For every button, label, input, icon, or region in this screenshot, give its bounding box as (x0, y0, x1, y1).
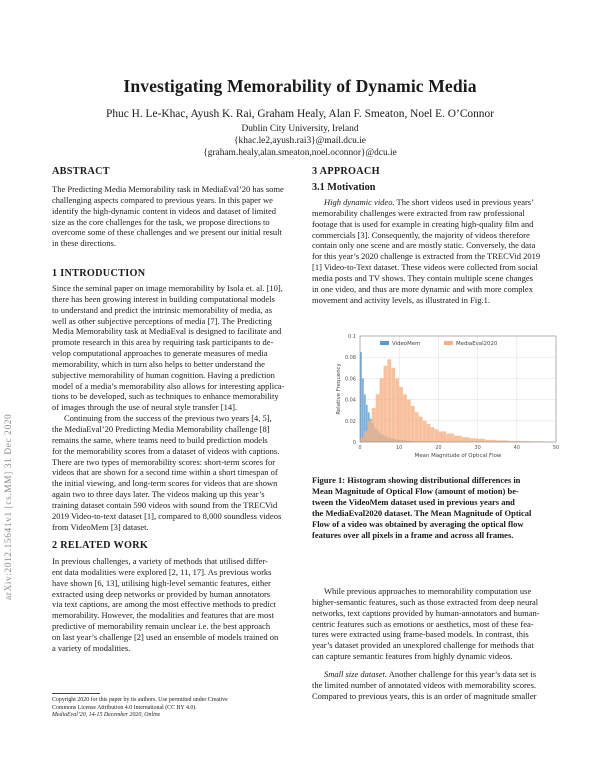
text-line: [1] Video-to-Text dataset. These videos were collected from social (312, 262, 538, 273)
x-axis-label: Mean Magnitude of Optical Flow (414, 453, 502, 459)
introduction-heading: 1 INTRODUCTION (52, 268, 146, 279)
text-line: year’s dataset provided an unexplored challenge for methods that (312, 640, 534, 651)
histogram-bar (434, 429, 438, 442)
text-line: size as the core challenges for the task, we propose directions to (52, 216, 270, 227)
x-tick-label: 10 (396, 445, 403, 451)
optical-flow-histogram (316, 330, 564, 462)
text-line: memorability challenges were extracted from raw professional (312, 207, 525, 218)
histogram-bar (362, 378, 364, 442)
arxiv-identifier: arXiv:2012.15641v1 [cs.MM] 31 Dec 2020 (4, 413, 14, 600)
legend-swatch (444, 341, 453, 345)
y-tick-label: 0.02 (344, 418, 356, 425)
text-line: In previous challenges, a variety of methods that utilised differ- (52, 556, 268, 566)
text-line: media posts and TV shows. They contain multiple scene changes (312, 272, 533, 283)
y-axis-label: Relative Frequency (336, 363, 342, 415)
text-line: There are two types of memorability scores: short-term scores for (52, 456, 276, 467)
histogram-bar (380, 378, 384, 442)
text-line: have shown [6, 13], utilising high-level semantic features, either (52, 577, 271, 588)
histogram-bar (485, 440, 497, 442)
text-line: for this year’s 2020 challenge is extracted from the TRECVid 2019 (312, 251, 541, 262)
histogram-bar (431, 427, 435, 442)
text-line: the MediaEval2020 dataset. The Mean Magnitude of Optical (312, 507, 532, 518)
histogram-bar (438, 431, 446, 442)
text-line: well as other subjective perceptions of media [7]. The Predicting (52, 315, 272, 326)
text-line: on last year’s challenge [2] used an ensemble of models trained on (52, 631, 279, 642)
text-line: Since the seminal paper on image memorability by Isola et. al. [10], (52, 283, 283, 293)
histogram-bar (395, 378, 399, 442)
histogram-bar (462, 437, 470, 442)
text-line: commercials [3]. Consequently, the majority of videos therefore (312, 229, 530, 240)
related-work-body (52, 556, 300, 654)
abstract-heading: ABSTRACT (52, 166, 110, 177)
y-tick-label: 0.06 (344, 376, 356, 383)
right-column-body (312, 586, 564, 701)
y-tick-label: 0.08 (344, 355, 356, 362)
text-line (312, 197, 564, 208)
text-line: via text captions, are among the most effective methods to predict (52, 599, 276, 610)
histogram-bar (368, 421, 372, 442)
text-line: networks, text captions provided by human-annotators and human- (312, 607, 540, 618)
histogram-bars (360, 352, 548, 442)
text-line: Continuing from the success of the previous two years [4, 5], (64, 413, 272, 424)
text-line: model of a media’s memorability also allows for interesting applica- (52, 380, 285, 391)
text-line: The Predicting Media Memorability task in MediaEval’20 has some (52, 184, 284, 194)
text-line: in these directions. (52, 238, 116, 249)
text-line: Copyright 2020 for this paper by its authors. Use permitted under Creative (52, 697, 228, 703)
text-line: Commons License Attribution 4.0 International (CC BY 4.0). (52, 704, 197, 711)
text-line: a variety of modalities. (52, 642, 131, 653)
text-line: there has been growing interest in building computational models (52, 293, 275, 304)
figure-caption (312, 475, 564, 540)
text-line: predictive of memorability remain unclear i.e. the best approach (52, 621, 271, 632)
histogram-bar (387, 359, 391, 442)
text-line: again two to three days later. The videos making up this year’s (52, 489, 265, 500)
text-line: the MediaEval’20 Predicting Media Memorability challenge [8] (52, 423, 270, 434)
text-line: features over all pixels in a frame and across all frames. (312, 529, 514, 540)
text-line: tween the VideoMem dataset used in previous years and (312, 496, 515, 507)
text-line: remains the same, where teams need to build prediction models (52, 434, 268, 445)
y-tick-label: 0 (352, 440, 356, 446)
motivation-subheading: 3.1 Motivation (312, 182, 376, 193)
text-line: tures were extracted using frame-based models. In contrast, this (312, 629, 529, 640)
text-line: velop computational approaches to generate measures of media (52, 348, 268, 359)
abstract-body (52, 184, 300, 249)
text-line (312, 669, 564, 680)
motivation-body (312, 197, 564, 305)
run-in-heading: Small size dataset. (324, 668, 388, 679)
email-students: {khac.le2,ayush.rai3}@mail.dcu.ie (234, 136, 366, 146)
text-line: 2019 Video-to-text dataset [1], compared to 8,000 soundless videos (52, 510, 282, 521)
text-run: Another challenge for this year’s data set is (387, 668, 537, 679)
y-tick-label: 0.04 (344, 397, 356, 404)
text-line: centric features such as emotions or aesthetics, most of these fea- (312, 618, 534, 629)
text-line: contain only one scene and are mostly static. Conversely, the data (312, 240, 536, 251)
text-line: identify the high-dynamic content in videos and dataset of limited (52, 205, 277, 216)
approach-heading: 3 APPROACH (312, 166, 380, 177)
affiliation: Dublin City University, Ireland (241, 124, 359, 134)
text-line: can capture semantic features from highly dynamic videos. (312, 651, 513, 662)
histogram-bar (415, 412, 419, 442)
text-line: the limited number of annotated videos with memorability scores. (312, 679, 537, 690)
histogram-bar (446, 434, 454, 442)
text-line: While previous approaches to memorability computation use (324, 586, 532, 596)
x-tick-label: 40 (513, 445, 520, 451)
text-line: Mean Magnitude of Optical Flow (amount of motion) be- (312, 485, 519, 496)
text-line: higher-semantic features, such as those extracted from deep neural (312, 596, 539, 607)
copyright-notice (52, 697, 228, 720)
histogram-bar (478, 439, 486, 442)
introduction-body (52, 283, 300, 532)
histogram-bar (419, 417, 423, 442)
text-line: the initial viewing, and long-term scores for videos that are shown (52, 478, 278, 489)
text-line: of images through the use of neural style transfer [14]. (52, 402, 238, 413)
histogram-bar (427, 424, 431, 442)
text-line: extracted using deep networks or provided by human annotators (52, 588, 271, 599)
histogram-bar (403, 394, 407, 442)
legend-swatch (380, 341, 389, 345)
x-tick-label: 20 (435, 445, 442, 451)
text-run: The short videos used in previous years’ (394, 197, 534, 207)
histogram-bar (391, 368, 395, 442)
histogram-bar (407, 400, 411, 442)
histogram-bar (454, 436, 462, 442)
text-line: from VideoMem [3] dataset. (52, 521, 149, 532)
footnote-rule (52, 693, 100, 694)
text-line: videos that are shown for a second time within a short timespan of (52, 467, 278, 478)
text-line: Compared to previous years, this is an order of magnitude smaller (312, 690, 537, 701)
text-line: movement and activity levels, as illustrated in Fig.1. (312, 294, 490, 305)
histogram-bar (411, 406, 415, 442)
text-line: subjective memorability of human cognition. Having a prediction (52, 369, 275, 380)
email-faculty: {graham.healy,alan.smeaton,noel.oconnor}@dcu.ie (203, 148, 397, 158)
text-line: training dataset contain 590 videos with sound from the TRECVid (52, 499, 278, 510)
histogram-bar (384, 366, 388, 442)
x-tick-label: 50 (552, 445, 560, 451)
histogram-bar (399, 387, 403, 442)
text-line: Flow of a video was obtained by averaging the optical flow (312, 518, 524, 529)
text-line: in one video, and thus are more dynamic and with more complex (312, 283, 533, 294)
histogram-bar (423, 421, 427, 442)
text-line: footage that is used for example in creating high-quality film and (312, 218, 534, 229)
histogram-bar (364, 431, 368, 442)
histogram-bar (376, 394, 380, 442)
x-tick-label: 0 (358, 445, 362, 451)
text-line: memorability, which in turn also helps to better understand the (52, 358, 265, 369)
text-line: Figure 1: Histogram showing distributional differences in (312, 475, 521, 485)
legend-label: MediaEval2020 (456, 341, 498, 347)
y-tick-label: 0.1 (348, 334, 356, 340)
venue-line: MediaEval’20, 14-15 December 2020, Online (52, 712, 161, 719)
text-line: tions to be developed, such as techniques to enhance memorability (52, 391, 279, 402)
text-line: for the memorability scores from a dataset of videos with captions. (52, 445, 280, 456)
text-line: to understand and predict the intrinsic memorability of media, as (52, 304, 272, 315)
text-line: ent data modalities were explored [2, 11, 17]. As previous works (52, 566, 272, 577)
x-tick-label: 30 (474, 445, 481, 451)
text-line: memorability. However, the modalities and features that are most (52, 610, 274, 621)
legend (380, 341, 498, 347)
histogram-bar (372, 408, 376, 442)
histogram-bar (470, 438, 478, 442)
related-work-heading: 2 RELATED WORK (52, 540, 149, 551)
text-line: overcome some of these challenges and we present our initial result (52, 227, 282, 238)
author-list: Phuc H. Le-Khac, Ayush K. Rai, Graham Healy, Alan F. Smeaton, Noel E. O’Connor (106, 108, 494, 120)
run-in-heading: High dynamic video. (324, 197, 395, 207)
text-line: challenging aspects compared to previous years. In this paper we (52, 194, 273, 205)
histogram-bar (360, 438, 364, 442)
text-line: Media Memorability task at MediaEval is designed to facilitate and (52, 326, 282, 337)
paper-title: Investigating Memorability of Dynamic Media (123, 76, 477, 96)
legend-label: VideoMem (392, 341, 421, 347)
text-line: promote research in this area by requiring task participants to de- (52, 337, 274, 348)
